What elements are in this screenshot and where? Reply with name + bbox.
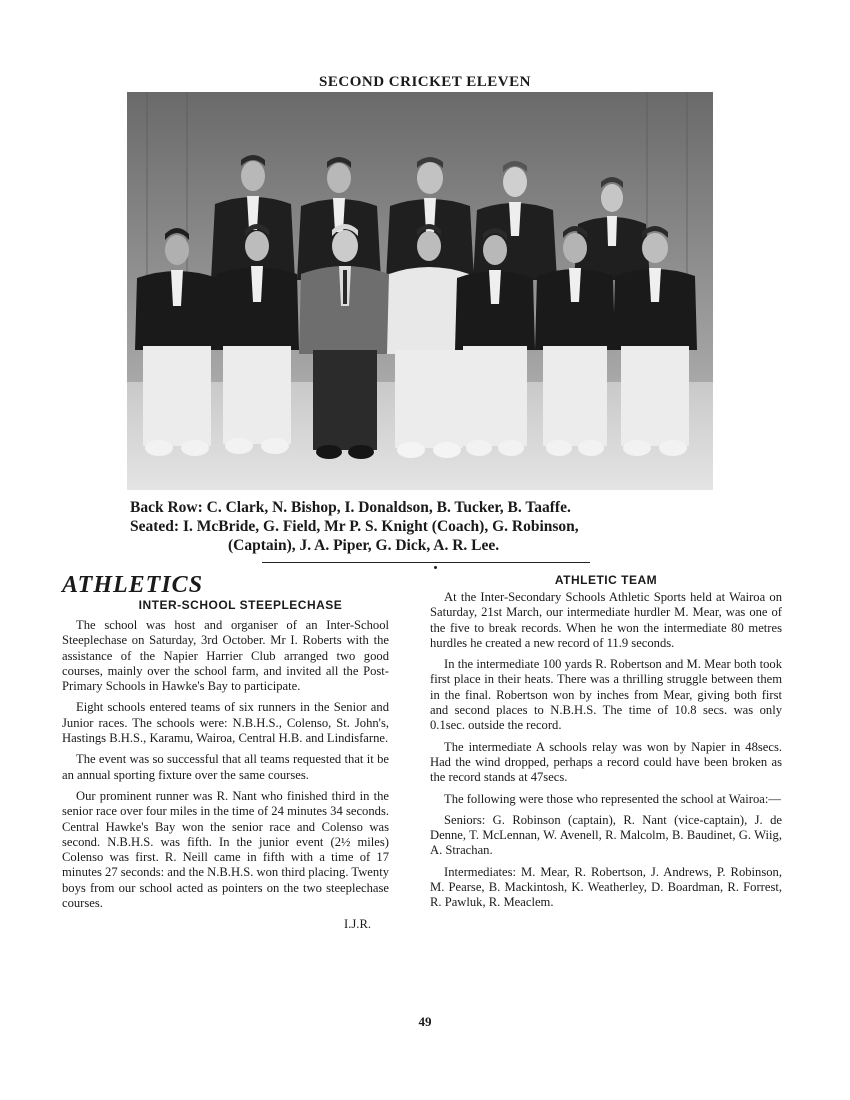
athletic-team-column [430,572,782,917]
team-photo-illustration [127,92,713,490]
caption-back-row: Back Row: C. Clark, N. Bishop, I. Donaldson, B. Tucker, B. Taaffe. [130,499,571,516]
steeplechase-paragraph: The event was so successful that all teams requested that it be an annual sporting fixture over the same courses. [62,752,389,782]
divider-dot [434,566,437,569]
athletic-team-paragraph: The intermediate A schools relay was won by Napier in 48secs. Had the wind dropped, perhaps a record could have been broken as the record stands at 47secs. [430,739,782,785]
athletic-team-paragraph: At the Inter-Secondary Schools Athletic Sports held at Wairoa on Saturday, 21st March, our intermediate hurdler M. Mear, was one of the five to break records. When he won the intermediate 80 metres hurdles he created a new record of 11.9 seconds. [430,590,782,650]
athletic-team-heading: ATHLETIC TEAM [554,573,658,587]
steeplechase-paragraph: Eight schools entered teams of six runners in the Senior and Junior races. The schools were: N.B.H.S., Colenso, St. John's, Hastings B.H.S., Karamu, Wairoa, Central H.B. and Lindisfarne. [62,700,389,746]
steeplechase-subheading: INTER-SCHOOL STEEPLECHASE [138,598,343,612]
team-photograph [127,92,713,490]
caption-seated-continued: (Captain), J. A. Piper, G. Dick, A. R. Lee. [228,537,500,554]
photo-caption [130,498,730,555]
author-initials: I.J.R. [344,917,371,932]
steeplechase-paragraph: The school was host and organiser of an Inter-School Steeplechase on Saturday, 3rd October. Mr I. Roberts with the assistance of the Napier Harrier Club arranged two good courses, mainly over the school farm, and invited all the Post-Primary Schools in Hawke's Bay to participate. [62,618,389,694]
page-number: 49 [418,1014,432,1029]
section-divider [262,562,590,563]
caption-seated: Seated: I. McBride, G. Field, Mr P. S. Knight (Coach), G. Robinson, [130,518,579,535]
photo-title: SECOND CRICKET ELEVEN [319,74,531,90]
seniors-list: Seniors: G. Robinson (captain), R. Nant (vice-captain), J. de Denne, T. McLennan, W. Avenell, R. Malcolm, B. Baudinet, G. Wiig, A. Strachan. [430,812,782,858]
athletics-column [62,572,389,932]
athletic-team-paragraph: In the intermediate 100 yards R. Robertson and M. Mear both took first place in their heats. There was a thrilling struggle between them in the final. Robertson won by inches from Mear, giving both first and second places to N.B.H.S. The time of 10.8 secs. was only 0.1sec. outside the record. [430,657,782,733]
athletics-heading: ATHLETICS [62,572,204,598]
intermediates-list: Intermediates: M. Mear, R. Robertson, J. Andrews, P. Robinson, M. Pearse, B. Mackintosh, K. Weatherley, D. Boardman, R. Forrest, R. Pawluk, R. Meaclem. [430,864,782,910]
steeplechase-paragraph: Our prominent runner was R. Nant who finished third in the senior race over four miles in the time of 24 minutes 34 seconds. Central Hawke's Bay won the senior race and Colenso was second. N.B.H.S. was fifth. In the junior event (2½ miles) Colenso was first. R. Neill came in fifth with a time of 17 minutes 27 seconds: and the N.B.H.S. won third placing. Twenty boys from our school acted as pointers on the two steeplechase courses. [62,788,389,911]
athletic-team-paragraph: The following were those who represented the school at Wairoa:— [444,791,781,806]
